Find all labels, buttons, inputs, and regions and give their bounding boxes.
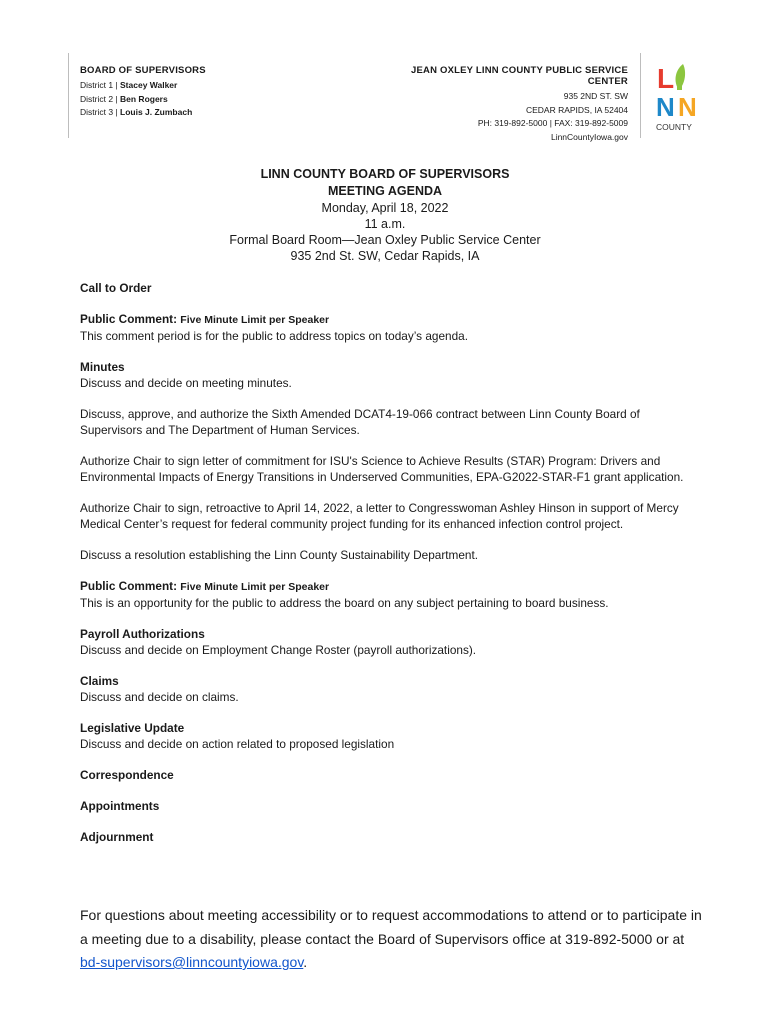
board-title: BOARD OF SUPERVISORS (80, 65, 206, 76)
district-1-name: Stacey Walker (120, 80, 178, 90)
address-line-2: CEDAR RAPIDS, IA 52404 (525, 104, 628, 115)
address-line-1: 935 2ND ST. SW (563, 91, 628, 101)
agenda-item-isu-star: Authorize Chair to sign letter of commitment for ISU's Science to Achieve Results (STAR) Program: Drivers and Environmental Impacts of Energy Transitions in Underserved Communities, EPA-G2022-STAR-F1 grant application. (80, 454, 684, 484)
agenda-item-payroll: Payroll Authorizations Discuss and decide on Employment Change Roster (payroll authorizations). (80, 627, 477, 657)
district-3-name: Louis J. Zumbach (120, 107, 193, 117)
agenda-item-sustainability: Discuss a resolution establishing the Linn County Sustainability Department. (80, 548, 479, 562)
district-2: District 2 | Ben Rogers (80, 93, 168, 104)
meeting-date: Monday, April 18, 2022 (321, 201, 449, 215)
accessibility-note: For questions about meeting accessibility or to request accommodations to attend or to participate in a meeting due to a disability, please contact the Board of Supervisors office at 319-892-5000 or at bd-supervisors@linncountyiowa.gov. (80, 907, 702, 970)
agenda-item-correspondence: Correspondence (80, 768, 174, 782)
phone-fax: PH: 319-892-5000 | FAX: 319-892-5009 (477, 118, 628, 128)
agenda-item-public-comment-1: Public Comment: Five Minute Limit per Speaker This comment period is for the public to address topics on today’s agenda. (80, 312, 468, 343)
agenda-item-appointments: Appointments (80, 799, 160, 813)
agenda-item-legislative: Legislative Update Discuss and decide on action related to proposed legislation (80, 721, 395, 751)
meeting-room: Formal Board Room—Jean Oxley Public Service Center (229, 233, 541, 247)
agenda-subtitle: MEETING AGENDA (327, 184, 443, 198)
agenda-item-call-to-order: Call to Order (80, 281, 152, 295)
district-2-name: Ben Rogers (120, 93, 168, 104)
service-center-title: JEAN OXLEY LINN COUNTY PUBLIC SERVICE CENTER (411, 65, 628, 87)
header-divider (640, 53, 641, 138)
logo-letter-i (677, 72, 682, 90)
agenda-title: LINN COUNTY BOARD OF SUPERVISORS (260, 167, 510, 181)
agenda-title-block (0, 166, 770, 264)
service-center-block (370, 53, 628, 142)
district-1: District 1 | Stacey Walker (80, 80, 178, 90)
linn-county-logo (655, 60, 701, 132)
logo-letter-l: L (657, 63, 675, 94)
agenda-item-claims: Claims Discuss and decide on claims. (80, 674, 239, 704)
supervisors-email-link[interactable]: bd-supervisors@linncountyiowa.gov (80, 954, 304, 970)
board-of-supervisors-block (68, 53, 228, 138)
accessibility-text: For questions about meeting accessibility or to request accommodations to attend or to participate in a meeting due to a disability, please contact the Board of Supervisors office at 319-892-5000 or at (80, 907, 702, 947)
agenda-items (80, 280, 700, 860)
meeting-address: 935 2nd St. SW, Cedar Rapids, IA (290, 249, 480, 263)
agenda-item-minutes: Minutes Discuss and decide on meeting minutes. (80, 360, 292, 390)
agenda-item-public-comment-2: Public Comment: Five Minute Limit per Speaker This is an opportunity for the public to address the board on any subject pertaining to board business. (80, 579, 609, 610)
logo-county-word: COUNTY (656, 122, 692, 132)
logo-letter-n2: N (678, 92, 697, 122)
agenda-item-hinson-letter: Authorize Chair to sign, retroactive to April 14, 2022, a letter to Congresswoman Ashley Hinson in support of Mercy Medical Center’s request for federal community project funding for its enhanced infection control project. (80, 501, 679, 531)
website: LinnCountyIowa.gov (550, 131, 628, 142)
agenda-item-adjournment: Adjournment (80, 830, 154, 844)
logo-letter-n1: N (656, 92, 675, 122)
meeting-time: 11 a.m. (364, 217, 406, 231)
district-3: District 3 | Louis J. Zumbach (80, 107, 193, 117)
agenda-item-dcat-contract: Discuss, approve, and authorize the Sixth Amended DCAT4-19-066 contract between Linn County Board of Supervisors and The Department of Human Services. (80, 407, 640, 437)
